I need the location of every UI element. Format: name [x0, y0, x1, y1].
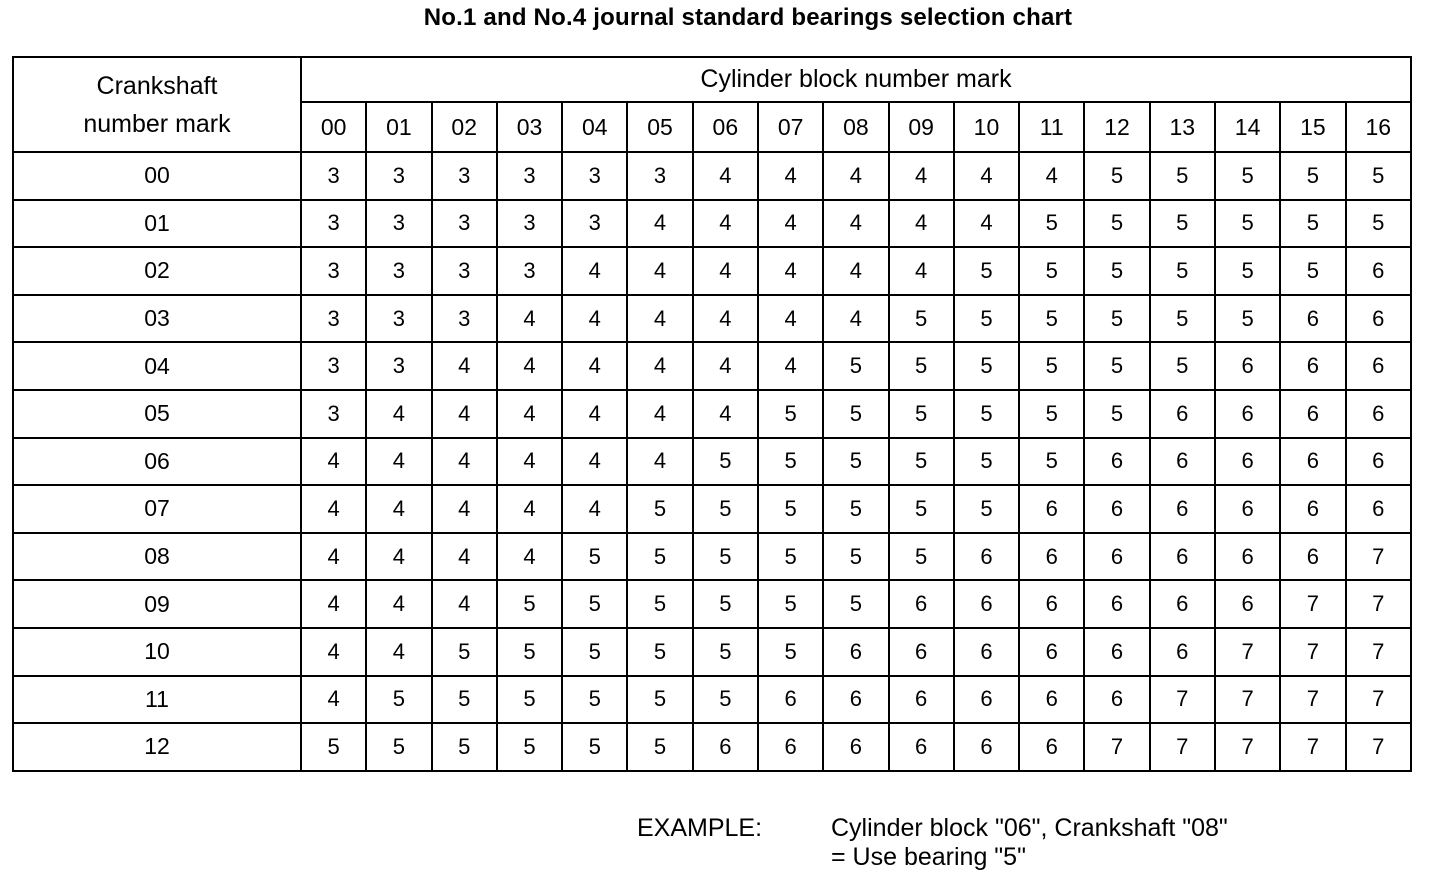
bearing-cell: 5 [627, 676, 692, 724]
row-header-11: 11 [13, 676, 301, 724]
bearing-cell: 5 [1019, 342, 1084, 390]
bearing-cell: 5 [889, 295, 954, 343]
bearing-cell: 5 [1150, 247, 1215, 295]
bearing-cell: 5 [1150, 200, 1215, 248]
bearing-cell: 4 [693, 295, 758, 343]
bearing-cell: 5 [1019, 295, 1084, 343]
bearing-cell: 6 [1215, 390, 1280, 438]
row-header-07: 07 [13, 485, 301, 533]
bearing-cell: 4 [432, 533, 497, 581]
bearing-cell: 4 [301, 628, 366, 676]
bearing-cell: 7 [1346, 676, 1412, 724]
bearing-cell: 3 [432, 152, 497, 200]
bearing-cell: 6 [1150, 580, 1215, 628]
table-row [13, 152, 1411, 200]
bearing-cell: 4 [497, 295, 562, 343]
bearing-cell: 4 [693, 247, 758, 295]
bearing-cell: 5 [366, 676, 431, 724]
bearing-cell: 7 [1280, 628, 1345, 676]
bearing-cell: 5 [758, 485, 823, 533]
bearing-cell: 5 [954, 390, 1019, 438]
bearing-cell: 5 [1280, 152, 1345, 200]
bearing-cell: 5 [823, 485, 888, 533]
bearing-cell: 5 [889, 438, 954, 486]
bearing-cell: 5 [758, 390, 823, 438]
bearing-cell: 5 [562, 628, 627, 676]
bearing-cell: 4 [889, 152, 954, 200]
bearing-cell: 6 [1084, 676, 1149, 724]
bearing-cell: 3 [301, 152, 366, 200]
column-header-03: 03 [497, 102, 562, 152]
row-header-05: 05 [13, 390, 301, 438]
column-header-11: 11 [1019, 102, 1084, 152]
bearing-cell: 5 [301, 723, 366, 771]
bearing-cell: 3 [301, 390, 366, 438]
bearing-cell: 5 [1084, 390, 1149, 438]
bearing-cell: 3 [497, 200, 562, 248]
bearing-cell: 5 [889, 485, 954, 533]
table-row [13, 628, 1411, 676]
column-header-04: 04 [562, 102, 627, 152]
bearing-cell: 4 [497, 438, 562, 486]
bearing-cell: 5 [693, 485, 758, 533]
bearing-cell: 4 [432, 485, 497, 533]
bearing-cell: 5 [562, 533, 627, 581]
bearing-cell: 6 [1280, 438, 1345, 486]
bearing-cell: 4 [562, 438, 627, 486]
bearing-cell: 6 [954, 628, 1019, 676]
bearing-cell: 4 [627, 390, 692, 438]
column-header-07: 07 [758, 102, 823, 152]
bearing-cell: 6 [1346, 390, 1412, 438]
row-header-02: 02 [13, 247, 301, 295]
bearing-cell: 7 [1215, 723, 1280, 771]
table-row [13, 390, 1411, 438]
bearing-cell: 4 [823, 247, 888, 295]
bearing-cell: 6 [1215, 438, 1280, 486]
bearing-cell: 5 [823, 580, 888, 628]
bearing-cell: 5 [627, 723, 692, 771]
bearing-cell: 6 [758, 723, 823, 771]
row-header-06: 06 [13, 438, 301, 486]
bearing-cell: 6 [1084, 485, 1149, 533]
bearing-cell: 4 [366, 390, 431, 438]
example-label: EXAMPLE: [637, 814, 763, 842]
bearing-cell: 4 [301, 533, 366, 581]
bearing-cell: 4 [562, 247, 627, 295]
bearing-cell: 7 [1215, 676, 1280, 724]
bearing-cell: 4 [627, 247, 692, 295]
bearing-cell: 6 [954, 533, 1019, 581]
column-header-16: 16 [1346, 102, 1412, 152]
bearing-cell: 5 [693, 580, 758, 628]
bearing-cell: 4 [366, 628, 431, 676]
bearing-cell: 6 [1019, 485, 1084, 533]
table-body [13, 152, 1411, 771]
bearing-cell: 6 [1346, 485, 1412, 533]
column-header-14: 14 [1215, 102, 1280, 152]
bearing-cell: 5 [497, 723, 562, 771]
bearing-cell: 4 [366, 533, 431, 581]
bearing-cell: 4 [301, 438, 366, 486]
row-header-00: 00 [13, 152, 301, 200]
bearing-cell: 6 [1150, 628, 1215, 676]
bearing-cell: 6 [889, 723, 954, 771]
bearing-cell: 6 [1019, 676, 1084, 724]
bearing-cell: 7 [1346, 580, 1412, 628]
bearing-cell: 6 [1215, 342, 1280, 390]
bearing-cell: 5 [1019, 200, 1084, 248]
bearing-cell: 6 [889, 676, 954, 724]
column-header-05: 05 [627, 102, 692, 152]
bearing-cell: 5 [562, 676, 627, 724]
bearing-cell: 3 [497, 247, 562, 295]
bearing-cell: 3 [366, 247, 431, 295]
row-header-12: 12 [13, 723, 301, 771]
row-header-10: 10 [13, 628, 301, 676]
bearing-cell: 7 [1346, 723, 1412, 771]
bearing-cell: 3 [562, 200, 627, 248]
bearing-cell: 5 [497, 628, 562, 676]
bearing-cell: 6 [1346, 295, 1412, 343]
bearing-cell: 4 [823, 152, 888, 200]
row-header-line-2: number mark [83, 109, 231, 138]
bearing-cell: 5 [366, 723, 431, 771]
bearing-cell: 4 [497, 342, 562, 390]
bearing-cell: 7 [1280, 676, 1345, 724]
bearing-cell: 7 [1084, 723, 1149, 771]
column-header-02: 02 [432, 102, 497, 152]
bearing-cell: 4 [823, 295, 888, 343]
bearing-cell: 4 [758, 152, 823, 200]
bearing-cell: 6 [1019, 580, 1084, 628]
bearing-cell: 6 [1084, 438, 1149, 486]
bearing-cell: 4 [432, 390, 497, 438]
bearing-cell: 3 [562, 152, 627, 200]
bearing-cell: 6 [1280, 533, 1345, 581]
bearing-cell: 7 [1346, 628, 1412, 676]
bearing-cell: 5 [954, 247, 1019, 295]
bearing-cell: 5 [823, 533, 888, 581]
bearing-cell: 5 [1280, 200, 1345, 248]
bearing-cell: 5 [1084, 295, 1149, 343]
bearing-cell: 4 [758, 342, 823, 390]
bearing-cell: 5 [889, 390, 954, 438]
bearing-cell: 5 [954, 485, 1019, 533]
bearing-cell: 6 [1346, 438, 1412, 486]
bearing-cell: 6 [758, 676, 823, 724]
bearing-cell: 5 [1019, 247, 1084, 295]
bearing-cell: 4 [954, 200, 1019, 248]
example-line-1: Cylinder block "06", Crankshaft "08" [831, 814, 1228, 842]
bearing-cell: 5 [693, 533, 758, 581]
bearing-cell: 6 [1150, 533, 1215, 581]
bearing-cell: 4 [562, 342, 627, 390]
bearing-cell: 6 [1215, 533, 1280, 581]
bearing-cell: 5 [1346, 152, 1412, 200]
table-row [13, 676, 1411, 724]
bearing-cell: 4 [627, 200, 692, 248]
bearing-cell: 5 [823, 342, 888, 390]
bearing-cell: 4 [693, 152, 758, 200]
bearing-cell: 6 [823, 628, 888, 676]
bearing-cell: 5 [758, 580, 823, 628]
bearing-cell: 4 [889, 247, 954, 295]
row-header-03: 03 [13, 295, 301, 343]
bearing-cell: 5 [693, 628, 758, 676]
bearing-cell: 5 [497, 676, 562, 724]
table-row [13, 342, 1411, 390]
bearing-cell: 6 [1150, 438, 1215, 486]
bearing-cell: 5 [562, 723, 627, 771]
bearing-cell: 5 [562, 580, 627, 628]
bearing-cell: 4 [497, 390, 562, 438]
bearing-cell: 4 [627, 438, 692, 486]
bearing-cell: 4 [954, 152, 1019, 200]
bearing-cell: 5 [1150, 152, 1215, 200]
bearing-cell: 3 [366, 295, 431, 343]
bearing-cell: 5 [823, 438, 888, 486]
bearing-cell: 5 [1084, 342, 1149, 390]
table-row [13, 485, 1411, 533]
bearing-cell: 4 [627, 295, 692, 343]
bearing-cell: 5 [1215, 295, 1280, 343]
bearing-cell: 5 [954, 342, 1019, 390]
bearing-cell: 6 [954, 580, 1019, 628]
bearing-cell: 6 [1280, 342, 1345, 390]
bearing-cell: 7 [1280, 723, 1345, 771]
column-header-08: 08 [823, 102, 888, 152]
bearing-cell: 4 [366, 485, 431, 533]
bearing-cell: 5 [1346, 200, 1412, 248]
bearing-cell: 3 [432, 247, 497, 295]
bearing-cell: 6 [1346, 247, 1412, 295]
page-title: No.1 and No.4 journal standard bearings selection chart [423, 4, 1073, 31]
bearing-cell: 4 [432, 342, 497, 390]
bearing-selection-table-wrapper [12, 56, 1412, 770]
bearing-cell: 6 [889, 628, 954, 676]
column-header-06: 06 [693, 102, 758, 152]
table-row [13, 200, 1411, 248]
bearing-cell: 3 [301, 342, 366, 390]
bearing-cell: 5 [954, 438, 1019, 486]
bearing-cell: 6 [823, 723, 888, 771]
bearing-cell: 5 [1215, 247, 1280, 295]
column-header-15: 15 [1280, 102, 1345, 152]
bearing-cell: 5 [693, 676, 758, 724]
bearing-cell: 6 [1280, 295, 1345, 343]
bearing-cell: 7 [1150, 723, 1215, 771]
row-header-08: 08 [13, 533, 301, 581]
bearing-cell: 6 [1215, 580, 1280, 628]
bearing-cell: 6 [1019, 723, 1084, 771]
bearing-cell: 3 [366, 152, 431, 200]
bearing-cell: 4 [693, 200, 758, 248]
bearing-cell: 5 [1019, 438, 1084, 486]
bearing-cell: 4 [627, 342, 692, 390]
bearing-cell: 4 [758, 295, 823, 343]
bearing-cell: 5 [1084, 247, 1149, 295]
table-row [13, 247, 1411, 295]
bearing-cell: 6 [1084, 533, 1149, 581]
bearing-cell: 4 [432, 438, 497, 486]
bearing-cell: 7 [1346, 533, 1412, 581]
bearing-cell: 6 [1019, 628, 1084, 676]
bearing-cell: 6 [1084, 580, 1149, 628]
table-row [13, 580, 1411, 628]
bearing-cell: 5 [823, 390, 888, 438]
table-row [13, 438, 1411, 486]
bearing-cell: 4 [823, 200, 888, 248]
bearing-cell: 5 [627, 628, 692, 676]
bearing-cell: 7 [1215, 628, 1280, 676]
bearing-cell: 6 [823, 676, 888, 724]
bearing-cell: 3 [432, 295, 497, 343]
bearing-cell: 3 [366, 342, 431, 390]
bearing-cell: 6 [954, 676, 1019, 724]
bearing-cell: 3 [301, 295, 366, 343]
bearing-cell: 6 [1280, 390, 1345, 438]
bearing-cell: 6 [889, 580, 954, 628]
bearing-cell: 3 [627, 152, 692, 200]
bearing-cell: 5 [954, 295, 1019, 343]
bearing-cell: 4 [1019, 152, 1084, 200]
bearing-cell: 7 [1150, 676, 1215, 724]
bearing-cell: 4 [366, 438, 431, 486]
bearing-cell: 6 [1215, 485, 1280, 533]
bearing-cell: 4 [562, 485, 627, 533]
bearing-cell: 5 [432, 628, 497, 676]
bearing-cell: 5 [1150, 295, 1215, 343]
bearing-cell: 4 [301, 676, 366, 724]
bearing-cell: 5 [1215, 152, 1280, 200]
bearing-cell: 6 [954, 723, 1019, 771]
row-header-line-1: Crankshaft [96, 71, 218, 100]
bearing-cell: 5 [1280, 247, 1345, 295]
bearing-cell: 5 [497, 580, 562, 628]
bearing-cell: 6 [1150, 390, 1215, 438]
table-row [13, 723, 1411, 771]
bearing-cell: 5 [889, 342, 954, 390]
bearing-cell: 6 [1346, 342, 1412, 390]
bearing-cell: 5 [1084, 152, 1149, 200]
bearing-selection-table [12, 56, 1412, 772]
bearing-cell: 6 [1280, 485, 1345, 533]
bearing-cell: 4 [758, 247, 823, 295]
column-header-12: 12 [1084, 102, 1149, 152]
bearing-cell: 5 [627, 580, 692, 628]
bearing-cell: 5 [758, 628, 823, 676]
bearing-cell: 6 [693, 723, 758, 771]
cylinder-block-number-mark-header: Cylinder block number mark [301, 57, 1411, 102]
bearing-cell: 4 [889, 200, 954, 248]
bearing-cell: 3 [301, 200, 366, 248]
bearing-cell: 4 [693, 342, 758, 390]
bearing-cell: 5 [889, 533, 954, 581]
column-header-13: 13 [1150, 102, 1215, 152]
bearing-cell: 3 [366, 200, 431, 248]
bearing-cell: 3 [497, 152, 562, 200]
bearing-cell: 5 [1215, 200, 1280, 248]
header-row-group [13, 57, 1411, 102]
bearing-cell: 5 [1019, 390, 1084, 438]
bearing-cell: 5 [432, 676, 497, 724]
example-line-2: = Use bearing "5" [831, 843, 1026, 871]
row-header-04: 04 [13, 342, 301, 390]
table-row [13, 295, 1411, 343]
bearing-cell: 3 [301, 247, 366, 295]
bearing-cell: 4 [301, 485, 366, 533]
bearing-cell: 5 [627, 533, 692, 581]
bearing-cell: 4 [562, 295, 627, 343]
column-header-01: 01 [366, 102, 431, 152]
bearing-cell: 5 [432, 723, 497, 771]
bearing-cell: 5 [627, 485, 692, 533]
crankshaft-number-mark-header [13, 57, 301, 152]
bearing-cell: 4 [497, 533, 562, 581]
bearing-cell: 6 [1084, 628, 1149, 676]
column-header-09: 09 [889, 102, 954, 152]
table-row [13, 533, 1411, 581]
bearing-cell: 4 [301, 580, 366, 628]
bearing-cell: 5 [1084, 200, 1149, 248]
bearing-cell: 4 [693, 390, 758, 438]
bearing-cell: 5 [693, 438, 758, 486]
bearing-cell: 6 [1150, 485, 1215, 533]
bearing-cell: 4 [758, 200, 823, 248]
bearing-cell: 5 [1150, 342, 1215, 390]
row-header-09: 09 [13, 580, 301, 628]
bearing-cell: 5 [758, 438, 823, 486]
bearing-cell: 4 [366, 580, 431, 628]
bearing-cell: 3 [432, 200, 497, 248]
bearing-cell: 4 [562, 390, 627, 438]
bearing-cell: 6 [1019, 533, 1084, 581]
bearing-cell: 7 [1280, 580, 1345, 628]
bearing-cell: 4 [432, 580, 497, 628]
row-header-01: 01 [13, 200, 301, 248]
bearing-cell: 5 [758, 533, 823, 581]
bearing-cell: 4 [497, 485, 562, 533]
column-header-10: 10 [954, 102, 1019, 152]
column-header-00: 00 [301, 102, 366, 152]
